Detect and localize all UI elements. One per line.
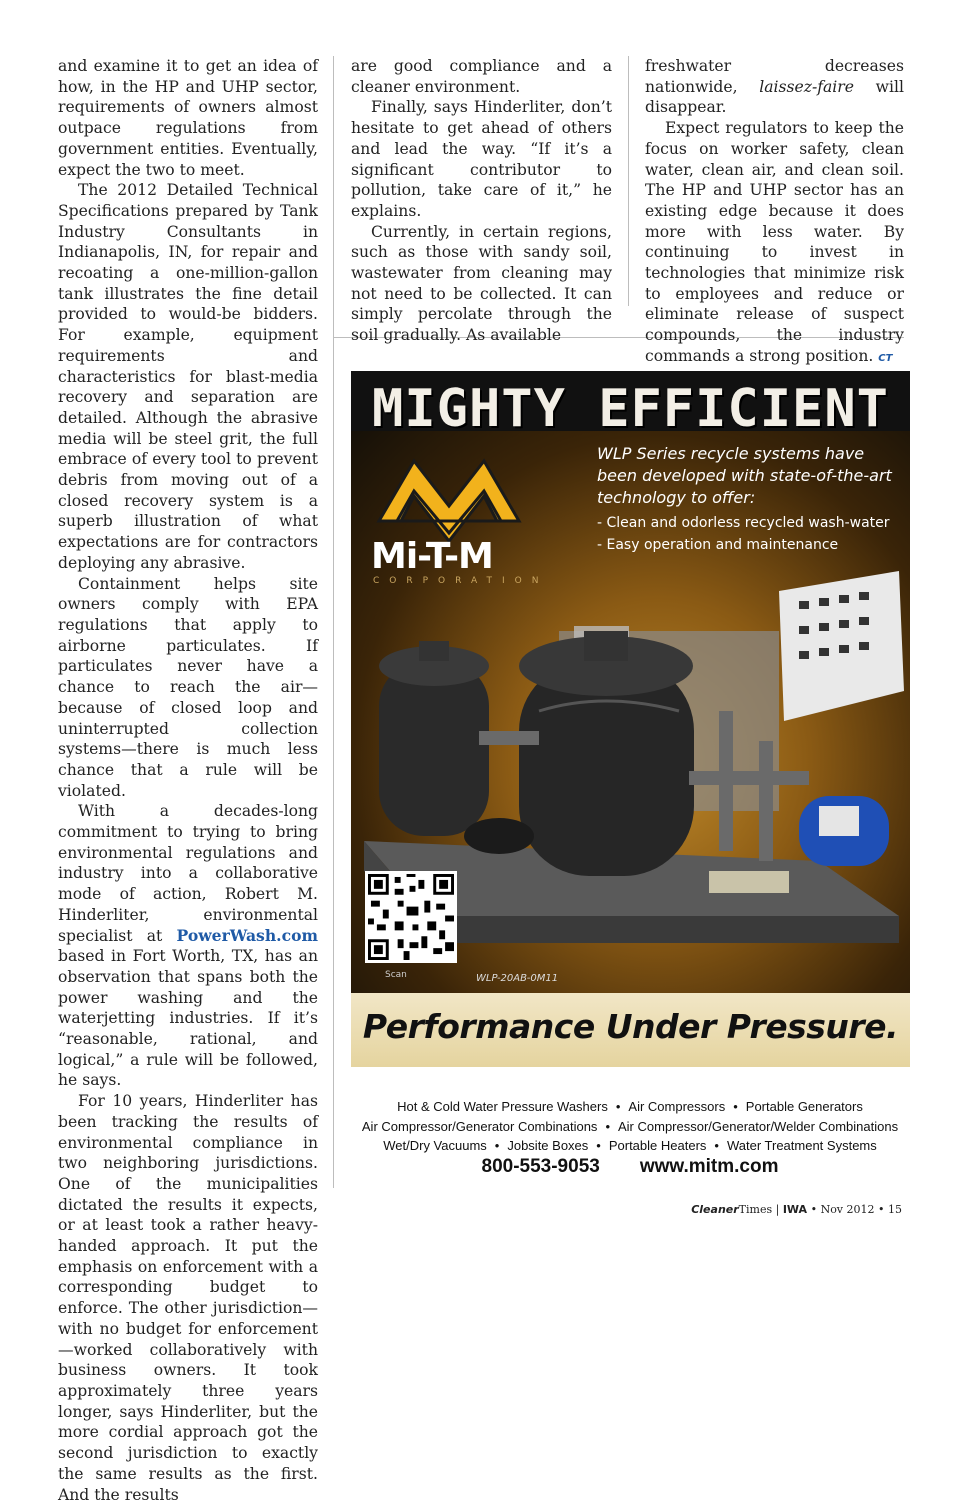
italic-term: laissez-faire bbox=[759, 77, 854, 96]
product-item: Water Treatment Systems bbox=[726, 1138, 877, 1153]
powerwash-link[interactable]: PowerWash.com bbox=[176, 925, 318, 945]
website-link[interactable]: www.mitm.com bbox=[639, 1156, 779, 1177]
product-item: Portable Generators bbox=[745, 1099, 863, 1114]
ad-headline: MIGHTY EFFICIENT bbox=[372, 379, 889, 439]
product-item: Hot & Cold Water Pressure Washers bbox=[397, 1099, 608, 1114]
ad-contact bbox=[340, 1156, 920, 1178]
page-number: 15 bbox=[888, 1203, 902, 1216]
ad-intro: WLP Series recycle systems have been developed with state-of-the-art technology to offer: bbox=[597, 444, 892, 507]
ad-bullet: - Easy operation and maintenance bbox=[597, 537, 839, 553]
paragraph: The 2012 Detailed Technical Specifications prepared by Tank Industry Consultants in Indianapolis, IN, for repair and recoating a one-million-gallon tank illustrates the fine detail provided to would-be bidders. For example, equipment requirements and characteristics for blast-media recovery and separation are detailed. Although the abrasive media will be steel grit, the full embrace of every tool to prevent debris from moving out of a closed recovery system is a superb illustration of what expectations are for contractors deploying any abrasive. bbox=[58, 181, 318, 572]
column-rule-1 bbox=[333, 56, 334, 1188]
paragraph: and examine it to get an idea of how, in the HP and UHP sector, requirements of owners almost outpace regulations from government entities. Eventually, expect the two to meet. bbox=[58, 57, 318, 179]
article-column-2 bbox=[351, 56, 612, 346]
ad-tagline: Performance Under Pressure. bbox=[362, 1007, 899, 1046]
product-item: Air Compressor/Generator Combinations bbox=[361, 1118, 598, 1134]
end-mark: CT bbox=[878, 352, 893, 364]
article-column-1 bbox=[58, 56, 318, 1505]
paragraph bbox=[645, 118, 904, 369]
paragraph bbox=[58, 801, 318, 1091]
model-number: WLP-20AB-0M11 bbox=[476, 973, 559, 984]
product-item: Air Compressors bbox=[628, 1099, 726, 1114]
footer-brand: Cleaner bbox=[691, 1203, 739, 1216]
footer-date: Nov 2012 bbox=[820, 1203, 875, 1216]
logo-corporation: CORPORATION bbox=[373, 576, 549, 586]
paragraph-text: freshwater decreases nationwide, bbox=[645, 57, 904, 96]
scan-label: Scan bbox=[385, 970, 407, 980]
product-item: Air Compressor/Generator/Welder Combinations bbox=[618, 1118, 899, 1134]
qr-code[interactable] bbox=[365, 871, 457, 963]
paragraph-text: With a decades-long commitment to trying to bring environmental regulations and industry into a collaborative mode of action, Robert M. Hinderliter, environmental specialist at bbox=[58, 802, 318, 945]
footer-brand-times: Times bbox=[738, 1203, 773, 1216]
advertisement[interactable] bbox=[351, 371, 910, 1067]
paragraph: For 10 years, Hinderliter has been tracking the results of environmental compliance in two neighboring jurisdictions. One of the municipalities dictated the results it expects, or at least took a rather heavy-handed approach. It put the emphasis on enforcement with a corresponding budget to enforce. The other jurisdiction—with no budget for enforcement—worked collaboratively with business owners. It took approximately three years longer, says Hinderliter, but the more cordial approach got the second jurisdiction to exactly the same results as the first. And the results bbox=[58, 1092, 318, 1504]
product-item: Wet/Dry Vacuums bbox=[383, 1138, 487, 1153]
column-rule-2 bbox=[628, 56, 629, 306]
ad-bullet: - Clean and odorless recycled wash-water bbox=[597, 515, 890, 531]
paragraph-text: Expect regulators to keep the focus on worker safety, clean water, clean air, and clean soil. The HP and UHP sector has an existing edge because it does more with less water. By continuing to invest in technologies that minimize risk to employees and reduce or eliminate release of suspect compounds, the industry commands a strong position. bbox=[645, 119, 904, 365]
ad-copy bbox=[597, 443, 902, 556]
phone-number[interactable]: 800-553-9053 bbox=[481, 1156, 600, 1177]
paragraph: Currently, in certain regions, such as those with sandy soil, wastewater from cleaning may not need to be collected. It can simply percolate through the soil gradually. As available bbox=[351, 222, 612, 345]
product-lines bbox=[340, 1097, 920, 1156]
footer-iwa: IWA bbox=[782, 1203, 808, 1216]
paragraph bbox=[645, 56, 904, 118]
page-footer: CleanerTimes | IWA • Nov 2012 • 15 bbox=[691, 1203, 902, 1216]
article-column-3 bbox=[645, 56, 904, 370]
paragraph: Containment helps site owners comply with EPA regulations that apply to airborne particulates. If particulates never have a chance to reach the air—because of closed loop and uninterrupted collection systems—there is much less chance that a rule will be violated. bbox=[58, 574, 318, 800]
product-line-row: Hot & Cold Water Pressure Washers • Air Compressors • Portable Generators bbox=[397, 1099, 863, 1114]
product-line-row: Wet/Dry Vacuums • Jobsite Boxes • Portable Heaters • Water Treatment Systems bbox=[383, 1138, 877, 1153]
product-line-row: Air Compressor/Generator Combinations • Air Compressor/Generator/Welder Combinations bbox=[361, 1118, 899, 1134]
qr-code-icon bbox=[368, 874, 454, 960]
paragraph-text: will disappear. bbox=[645, 77, 904, 117]
paragraph: are good compliance and a cleaner environment. bbox=[351, 57, 612, 96]
paragraph-text: based in Fort Worth, TX, has an observation that spans both the power washing and the waterjetting industries. If it’s “reasonable, rational, and logical,” a rule will be followed, he says. bbox=[58, 947, 318, 1090]
product-item: Jobsite Boxes bbox=[507, 1138, 589, 1153]
product-item: Portable Heaters bbox=[608, 1138, 707, 1153]
ad-bullet-list bbox=[597, 512, 902, 556]
logo-wordmark: Mi-T-M bbox=[371, 536, 493, 577]
paragraph: Finally, says Hinderliter, don’t hesitate to get ahead of others and lead the way. “If it’s a significant contributor to pollution, take care of it,” he explains. bbox=[351, 98, 612, 220]
